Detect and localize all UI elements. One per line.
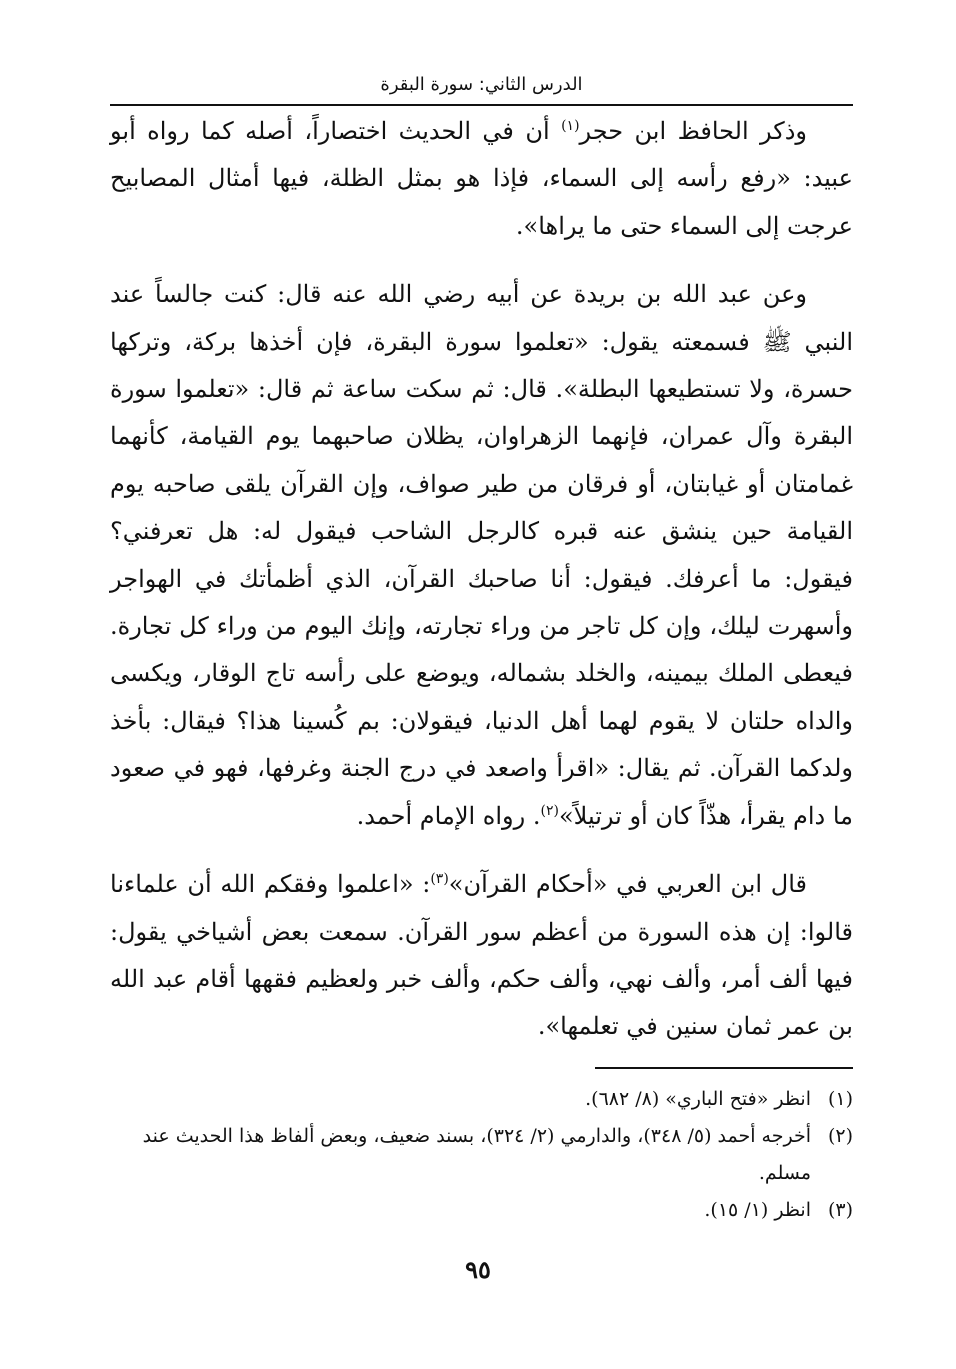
paragraph-1-text-a: وذكر الحافظ ابن حجر — [579, 117, 807, 145]
footnote-number: (٢) — [827, 1124, 853, 1147]
footnote-text: انظر «فتح الباري» (٨/ ٦٨٢). — [585, 1087, 811, 1110]
running-header: الدرس الثاني: سورة البقرة — [110, 72, 853, 106]
paragraph-3-text-a: قال ابن العربي في «أحكام القرآن» — [448, 870, 807, 899]
footnote-ref-3: (٣) — [430, 871, 449, 888]
paragraph-2-text-b: . رواه الإمام أحمد. — [356, 801, 541, 830]
paragraph-1 — [110, 108, 853, 250]
paragraph-2 — [110, 271, 853, 840]
footnote-text: أخرجه أحمد (٥/ ٣٤٨)، والدارمي (٢/ ٣٢٤)، بسند ضعيف، وبعض ألفاظ هذا الحديث عند مسلم. — [142, 1124, 811, 1184]
paragraph-3 — [110, 861, 853, 1051]
footnote-ref-2: (٢) — [540, 802, 559, 819]
footnote-divider — [595, 1067, 853, 1069]
footnote-number: (٣) — [827, 1198, 853, 1221]
footnote-text: انظر (١/ ١٥). — [704, 1198, 811, 1221]
page-number: ٩٥ — [465, 1255, 491, 1284]
book-page — [110, 72, 853, 1229]
paragraph-3-text-b: : «اعلموا وفقكم الله أن علماءنا قالوا: إن هذه السورة من أعظم سور القرآن. سمعت بعض أشياخي يقول: فيها ألف أمر، وألف نهي، وألف حكم، وألف خبر ولعظيم فقهها أقام عبد الله بن عمر ثمان سنين في تعلمها». — [110, 870, 853, 1041]
footnote-2 — [110, 1118, 853, 1192]
paragraph-1-text-b: أن في الحديث اختصاراً، أصله كما رواه أبو عبيد: «رفع رأسه إلى السماء، فإذا هو بمثل الظلة، فيها أمثال المصابيح عرجت إلى السماء حتى ما يراها». — [110, 117, 853, 240]
footnote-1 — [110, 1081, 853, 1118]
footnotes — [110, 1081, 853, 1229]
footnote-ref-1: (١) — [561, 118, 580, 134]
footnote-3 — [110, 1192, 853, 1229]
paragraph-2-text-a: وعن عبد الله بن بريدة عن أبيه رضي الله عنه قال: كنت جالساً عند النبي ﷺ فسمعته يقول: «تعلموا سورة البقرة، فإن أخذها بركة، وتركها حسرة، ولا تستطيعها البطلة». قال: ثم سكت ساعة ثم قال: «تعلموا سورة البقرة وآل عمران، فإنهما الزهراوان، يظلان صاحبهما يوم القيامة، كأنهما غمامتان أو غيابتان، أو فرقان من طير صواف، وإن القرآن يلقى صاحبه يوم القيامة حين ينشق عنه قبره كالرجل الشاحب فيقول له: هل تعرفني؟ فيقول: ما أعرفك. فيقول: أنا صاحبك القرآن، الذي أظمأتك في الهواجر وأسهرت ليلك، وإن كل تاجر من وراء تجارته، وإنك اليوم من وراء كل تجارة. فيعطى الملك بيمينه، والخلد بشماله، ويوضع على رأسه تاج الوقار، ويكسى والداه حلتان لا يقوم لهما أهل الدنيا، فيقولان: بم كُسينا هذا؟ فيقال: بأخذ ولدكما القرآن. ثم يقال: «اقرأ واصعد في درج الجنة وغرفها، فهو في صعود ما دام يقرأ، هذّاً كان أو ترتيلاً» — [110, 280, 854, 830]
footnote-number: (١) — [827, 1087, 853, 1110]
